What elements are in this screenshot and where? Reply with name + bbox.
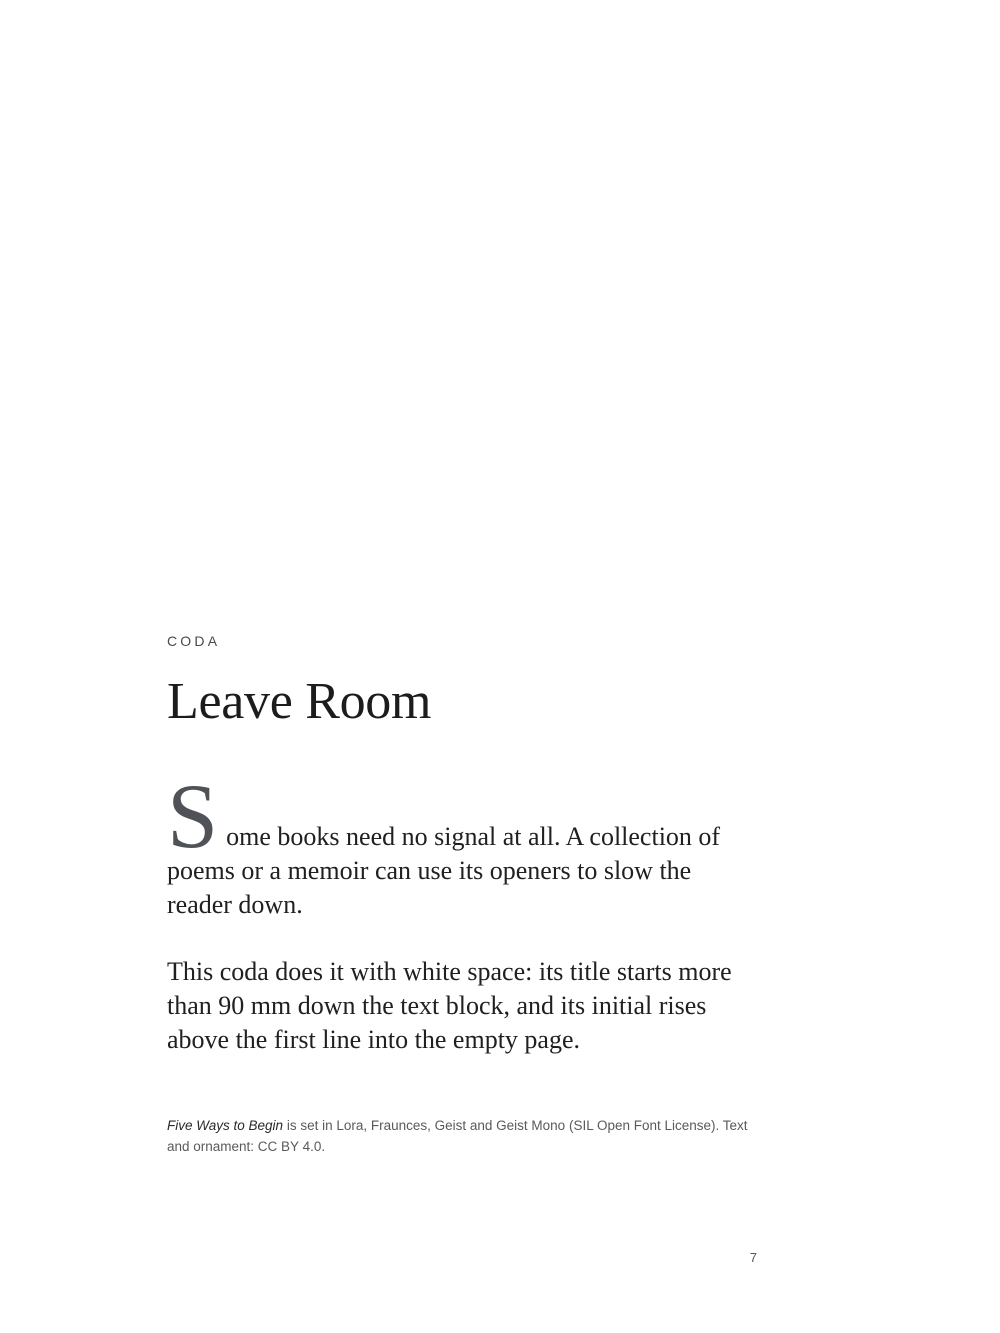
paragraph-1 bbox=[167, 765, 762, 922]
text-block bbox=[167, 632, 762, 1157]
paragraph-2: This coda does it with white space: its title starts more than 90 mm down the text block, and its initial rises above the first line into the empty page. bbox=[167, 957, 732, 1054]
colophon-text: is set in Lora, Fraunces, Geist and Geist Mono (SIL Open Font License). Text and ornament: CC BY 4.0. bbox=[167, 1118, 748, 1154]
drop-cap-initial: S bbox=[167, 765, 219, 867]
paragraph-1-text: ome books need no signal at all. A collection of poems or a memoir can use its openers to slow the reader down. bbox=[167, 822, 721, 919]
page-number: 7 bbox=[749, 1250, 757, 1265]
chapter-title: Leave Room bbox=[167, 673, 432, 730]
colophon-book-title: Five Ways to Begin bbox=[167, 1118, 284, 1133]
colophon bbox=[167, 1115, 762, 1157]
chapter-label: CODA bbox=[167, 633, 221, 649]
